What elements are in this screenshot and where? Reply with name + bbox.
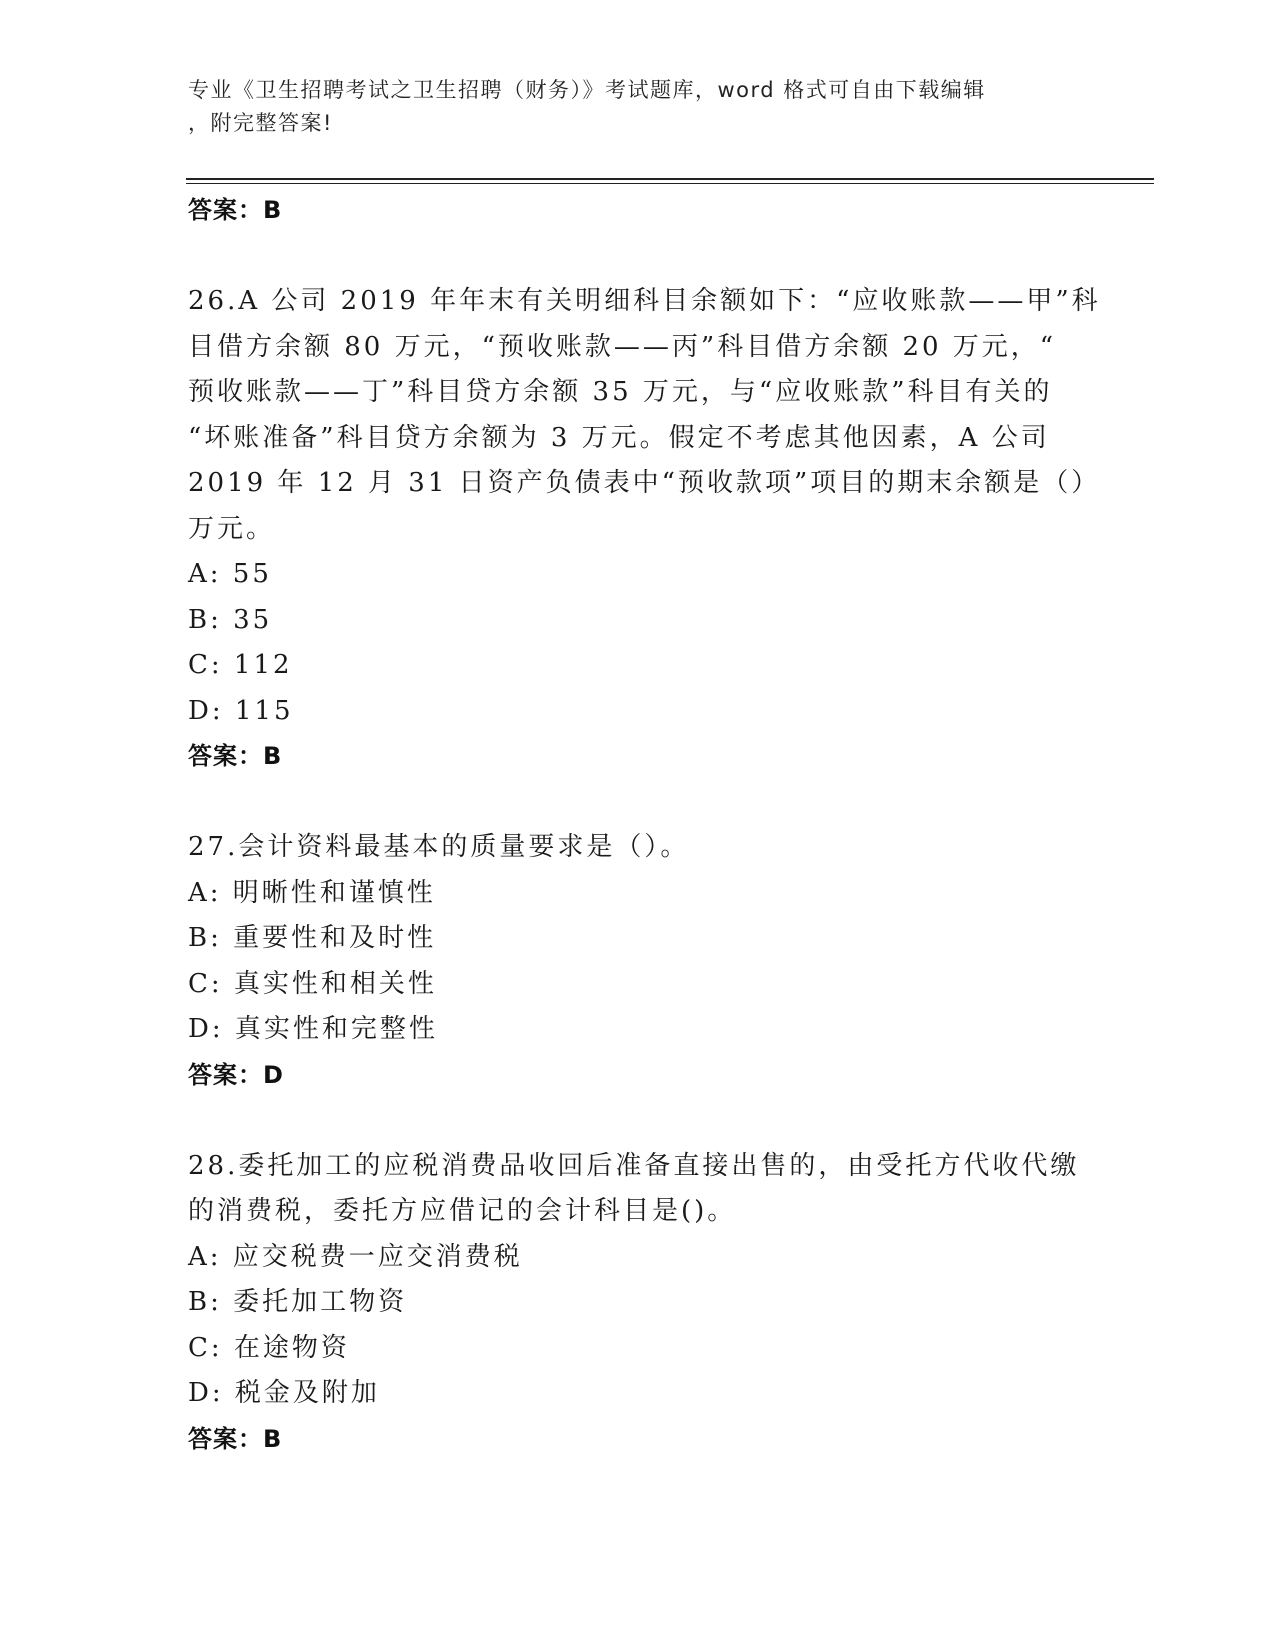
question-text-line: 2019 年 12 月 31 日资产负债表中“预收款项”项目的期末余额是（） xyxy=(188,468,1101,498)
option-c: C: 在途物资 xyxy=(188,1332,350,1363)
option-d: D: 税金及附加 xyxy=(188,1378,380,1408)
question-text-line: “坏账准备”科目贷方余额为 3 万元。假定不考虑其他因素，A 公司 xyxy=(188,422,1050,453)
option-a: A: 明晰性和谨慎性 xyxy=(188,877,436,908)
question-text-line: 预收账款——丁”科目贷方余额 35 万元，与“应收账款”科目有关的 xyxy=(188,377,1053,407)
option-c: C: 112 xyxy=(188,650,293,680)
header-line-2: ，附完整答案! xyxy=(188,111,333,135)
option-b: B: 委托加工物资 xyxy=(188,1287,408,1317)
header-divider-thick xyxy=(186,178,1154,180)
answer: 答案：B xyxy=(188,1424,283,1453)
answer: 答案：D xyxy=(188,1060,284,1089)
option-b: B: 35 xyxy=(188,604,273,635)
previous-answer: 答案：B xyxy=(188,196,283,224)
question-28 xyxy=(188,1144,1088,1462)
question-text-line: 28.委托加工的应税消费品收回后准备直接出售的，由受托方代收代缴 xyxy=(188,1150,1080,1181)
question-text-line: 目借方余额 80 万元，“预收账款——丙”科目借方余额 20 万元，“ xyxy=(188,331,1057,362)
question-text-line: 的消费税，委托方应借记的会计科目是()。 xyxy=(188,1196,737,1226)
header-line-1: 专业《卫生招聘考试之卫生招聘（财务）》考试题库，word 格式可自由下载编辑 xyxy=(188,78,986,102)
question-text-line: 26.A 公司 2019 年年末有关明细科目余额如下：“应收账款——甲”科 xyxy=(188,286,1101,316)
option-d: D: 115 xyxy=(188,695,294,726)
option-d: D: 真实性和完整性 xyxy=(188,1014,438,1044)
option-c: C: 真实性和相关性 xyxy=(188,968,437,999)
option-b: B: 重要性和及时性 xyxy=(188,923,437,953)
header-divider-thin xyxy=(186,183,1154,184)
question-text-line: 万元。 xyxy=(188,513,276,544)
page-header xyxy=(188,74,1088,140)
option-a: A: 应交税费一应交消费税 xyxy=(188,1241,523,1272)
question-27 xyxy=(188,825,1088,1098)
answer: 答案：B xyxy=(188,742,283,770)
option-a: A: 55 xyxy=(188,559,272,589)
question-26 xyxy=(188,279,1101,779)
question-text-line: 27.会计资料最基本的质量要求是（）。 xyxy=(188,832,690,862)
question-list xyxy=(188,188,1101,1462)
